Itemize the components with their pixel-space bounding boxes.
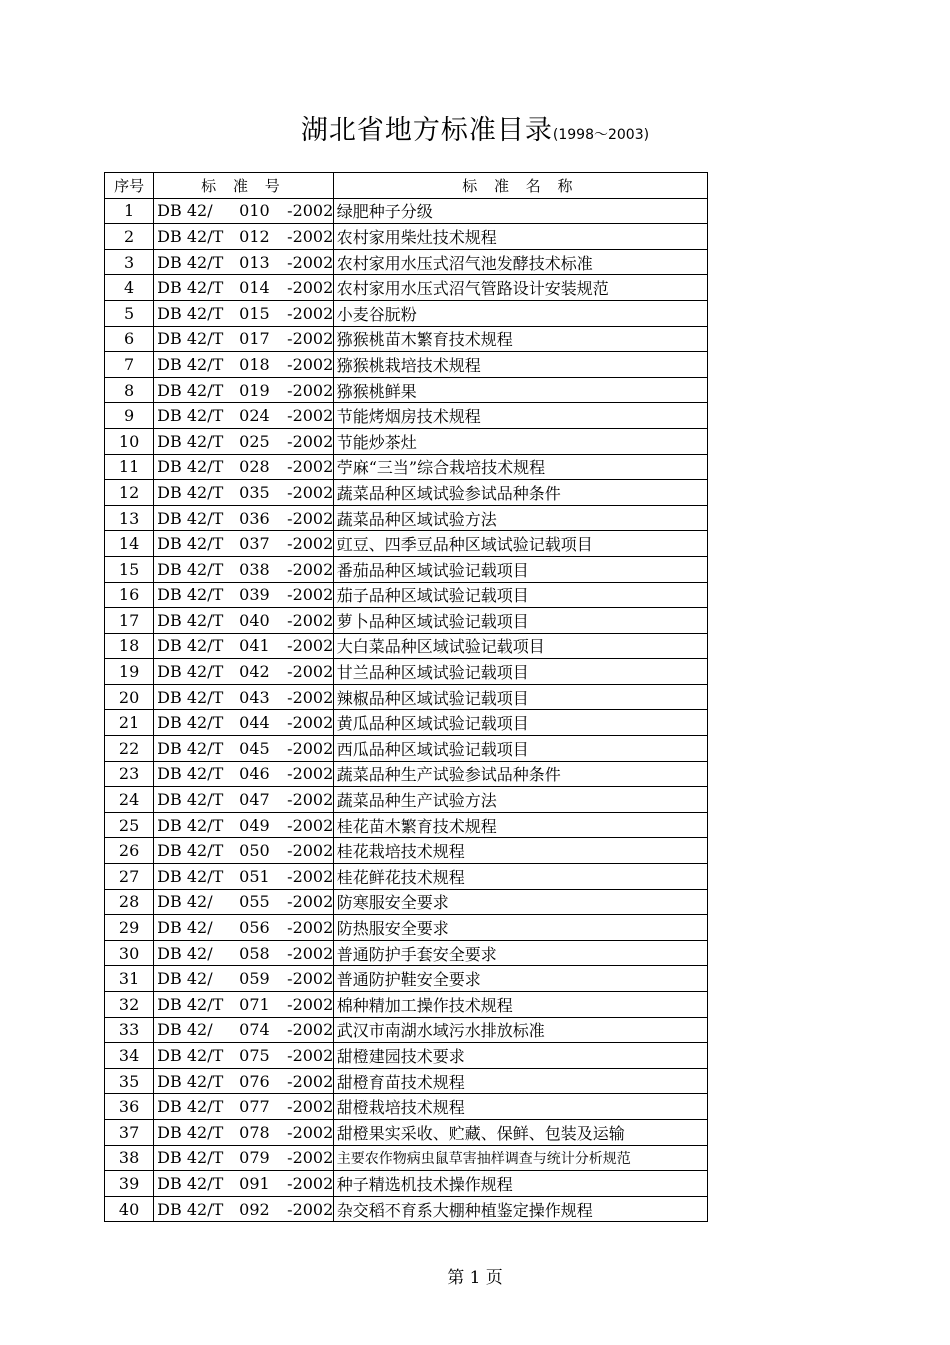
code-year: -2002: [287, 303, 334, 323]
table-row: [105, 454, 708, 480]
table-row: [105, 326, 708, 352]
table-row: [105, 608, 708, 634]
row-seq: 35: [105, 1068, 154, 1094]
table-row: [105, 352, 708, 378]
row-name: 蔬菜品种生产试验参试品种条件: [333, 761, 707, 787]
row-seq: 28: [105, 889, 154, 915]
code-num: 014: [239, 278, 270, 298]
row-seq: 1: [105, 198, 154, 224]
code-year: -2002: [287, 559, 334, 579]
row-code: [154, 249, 334, 275]
row-code: [154, 454, 334, 480]
code-prefix: DB 42/T: [157, 226, 224, 246]
code-prefix: DB 42/T: [157, 713, 224, 733]
row-seq: 26: [105, 838, 154, 864]
row-name: 豇豆、四季豆品种区域试验记载项目: [333, 531, 707, 557]
row-code: [154, 300, 334, 326]
code-prefix: DB 42/T: [157, 1199, 224, 1219]
row-code: [154, 838, 334, 864]
row-code: [154, 787, 334, 813]
code-prefix: DB 42/T: [157, 1173, 224, 1193]
code-num: 013: [239, 252, 270, 272]
code-num: 058: [239, 943, 270, 963]
row-seq: 9: [105, 403, 154, 429]
code-num: 039: [239, 585, 270, 605]
row-seq: 22: [105, 736, 154, 762]
code-year: -2002: [287, 610, 334, 630]
row-seq: 6: [105, 326, 154, 352]
row-name: 普通防护手套安全要求: [333, 940, 707, 966]
header-seq: 序号: [105, 173, 154, 199]
code-year: -2002: [287, 1097, 334, 1117]
row-code: [154, 608, 334, 634]
row-name: 蔬菜品种区域试验方法: [333, 505, 707, 531]
table-row: [105, 403, 708, 429]
row-seq: 2: [105, 224, 154, 250]
code-prefix: DB 42/T: [157, 252, 224, 272]
row-name: 农村家用水压式沼气池发酵技术标准: [333, 249, 707, 275]
row-name: 蔬菜品种区域试验参试品种条件: [333, 480, 707, 506]
table-row: [105, 710, 708, 736]
row-code: [154, 1196, 334, 1222]
row-seq: 30: [105, 940, 154, 966]
code-num: 019: [239, 380, 270, 400]
row-name: 茄子品种区域试验记载项目: [333, 582, 707, 608]
table-row: [105, 684, 708, 710]
code-prefix: DB 42/: [157, 943, 213, 963]
code-prefix: DB 42/: [157, 969, 213, 989]
code-prefix: DB 42/T: [157, 841, 224, 861]
code-prefix: DB 42/: [157, 892, 213, 912]
code-year: -2002: [287, 1122, 334, 1142]
row-name: 甜橙育苗技术规程: [333, 1068, 707, 1094]
row-name: 种子精选机技术操作规程: [333, 1171, 707, 1197]
row-name: 桂花栽培技术规程: [333, 838, 707, 864]
table-row: [105, 659, 708, 685]
code-prefix: DB 42/T: [157, 994, 224, 1014]
code-prefix: DB 42/T: [157, 866, 224, 886]
code-num: 024: [239, 406, 270, 426]
code-prefix: DB 42/T: [157, 662, 224, 682]
code-num: 038: [239, 559, 270, 579]
code-year: -2002: [287, 815, 334, 835]
code-year: -2002: [287, 406, 334, 426]
code-num: 076: [239, 1071, 270, 1091]
row-seq: 24: [105, 787, 154, 813]
row-code: [154, 352, 334, 378]
row-code: [154, 275, 334, 301]
table-row: [105, 377, 708, 403]
table-row: [105, 556, 708, 582]
code-num: 074: [239, 1020, 270, 1040]
code-num: 049: [239, 815, 270, 835]
table-header-row: [105, 173, 708, 199]
row-name: 节能炒茶灶: [333, 428, 707, 454]
code-prefix: DB 42/T: [157, 585, 224, 605]
row-seq: 15: [105, 556, 154, 582]
row-code: [154, 224, 334, 250]
row-name: 辣椒品种区域试验记载项目: [333, 684, 707, 710]
row-seq: 37: [105, 1119, 154, 1145]
code-year: -2002: [287, 841, 334, 861]
row-name: 猕猴桃栽培技术规程: [333, 352, 707, 378]
row-name: 猕猴桃鲜果: [333, 377, 707, 403]
row-seq: 36: [105, 1094, 154, 1120]
row-code: [154, 966, 334, 992]
row-seq: 39: [105, 1171, 154, 1197]
row-name: 甜橙建园技术要求: [333, 1043, 707, 1069]
code-year: -2002: [287, 687, 334, 707]
code-year: -2002: [287, 457, 334, 477]
code-num: 035: [239, 482, 270, 502]
row-code: [154, 1017, 334, 1043]
code-year: -2002: [287, 1045, 334, 1065]
row-code: [154, 1094, 334, 1120]
row-name: 大白菜品种区域试验记载项目: [333, 633, 707, 659]
code-year: -2002: [287, 1173, 334, 1193]
table-row: [105, 224, 708, 250]
code-prefix: DB 42/T: [157, 431, 224, 451]
code-year: -2002: [287, 994, 334, 1014]
row-name: 棉种精加工操作技术规程: [333, 992, 707, 1018]
code-prefix: DB 42/T: [157, 380, 224, 400]
code-year: -2002: [287, 636, 334, 656]
row-code: [154, 480, 334, 506]
code-prefix: DB 42/T: [157, 508, 224, 528]
row-code: [154, 531, 334, 557]
row-code: [154, 1043, 334, 1069]
code-num: 075: [239, 1045, 270, 1065]
row-seq: 13: [105, 505, 154, 531]
row-name: 主要农作物病虫鼠草害抽样调查与统计分析规范: [333, 1145, 707, 1171]
row-code: [154, 198, 334, 224]
code-prefix: DB 42/T: [157, 457, 224, 477]
table-row: [105, 633, 708, 659]
code-year: -2002: [287, 943, 334, 963]
code-year: -2002: [287, 380, 334, 400]
code-prefix: DB 42/T: [157, 1071, 224, 1091]
code-prefix: DB 42/T: [157, 815, 224, 835]
table-row: [105, 761, 708, 787]
code-num: 047: [239, 790, 270, 810]
table-row: [105, 198, 708, 224]
code-num: 050: [239, 841, 270, 861]
title-main: 湖北省地方标准目录: [300, 115, 553, 146]
row-code: [154, 889, 334, 915]
code-num: 046: [239, 764, 270, 784]
code-num: 077: [239, 1097, 270, 1117]
code-num: 042: [239, 662, 270, 682]
row-seq: 11: [105, 454, 154, 480]
table-row: [105, 966, 708, 992]
code-year: -2002: [287, 764, 334, 784]
page-footer: 第 1 页: [447, 1268, 503, 1288]
code-year: -2002: [287, 1199, 334, 1219]
row-code: [154, 428, 334, 454]
row-code: [154, 940, 334, 966]
row-name: 桂花鲜花技术规程: [333, 864, 707, 890]
row-code: [154, 505, 334, 531]
row-code: [154, 761, 334, 787]
code-num: 044: [239, 713, 270, 733]
title-sub: (1998～2003): [552, 127, 650, 143]
row-code: [154, 659, 334, 685]
row-name: 杂交稻不育系大棚种植鉴定操作规程: [333, 1196, 707, 1222]
code-year: -2002: [287, 969, 334, 989]
row-seq: 33: [105, 1017, 154, 1043]
row-seq: 12: [105, 480, 154, 506]
code-prefix: DB 42/: [157, 1020, 213, 1040]
row-name: 绿肥种子分级: [333, 198, 707, 224]
row-name: 甘兰品种区域试验记载项目: [333, 659, 707, 685]
row-name: 萝卜品种区域试验记载项目: [333, 608, 707, 634]
code-year: -2002: [287, 585, 334, 605]
code-prefix: DB 42/T: [157, 636, 224, 656]
table-row: [105, 428, 708, 454]
row-code: [154, 736, 334, 762]
code-prefix: DB 42/: [157, 918, 213, 938]
code-prefix: DB 42/T: [157, 534, 224, 554]
code-year: -2002: [287, 1071, 334, 1091]
code-num: 040: [239, 610, 270, 630]
code-prefix: DB 42/T: [157, 687, 224, 707]
row-code: [154, 326, 334, 352]
code-num: 043: [239, 687, 270, 707]
code-prefix: DB 42/: [157, 201, 213, 221]
table-row: [105, 864, 708, 890]
row-code: [154, 556, 334, 582]
row-seq: 40: [105, 1196, 154, 1222]
code-num: 010: [239, 201, 270, 221]
row-code: [154, 1119, 334, 1145]
row-code: [154, 1068, 334, 1094]
table-row: [105, 275, 708, 301]
code-year: -2002: [287, 278, 334, 298]
code-year: -2002: [287, 866, 334, 886]
row-seq: 27: [105, 864, 154, 890]
row-code: [154, 812, 334, 838]
code-num: 092: [239, 1199, 270, 1219]
row-seq: 18: [105, 633, 154, 659]
table-row: [105, 787, 708, 813]
table-row: [105, 1043, 708, 1069]
code-prefix: DB 42/T: [157, 1148, 224, 1168]
code-num: 078: [239, 1122, 270, 1142]
row-code: [154, 633, 334, 659]
table-row: [105, 300, 708, 326]
code-prefix: DB 42/T: [157, 610, 224, 630]
standards-table: [104, 172, 708, 1222]
table-row: [105, 1196, 708, 1222]
table-row: [105, 249, 708, 275]
row-seq: 10: [105, 428, 154, 454]
row-seq: 14: [105, 531, 154, 557]
row-seq: 25: [105, 812, 154, 838]
table-row: [105, 992, 708, 1018]
code-prefix: DB 42/T: [157, 790, 224, 810]
code-num: 071: [239, 994, 270, 1014]
table-row: [105, 736, 708, 762]
row-name: 甜橙果实采收、贮藏、保鲜、包装及运输: [333, 1119, 707, 1145]
table-row: [105, 889, 708, 915]
row-seq: 17: [105, 608, 154, 634]
code-num: 025: [239, 431, 270, 451]
code-year: -2002: [287, 738, 334, 758]
row-code: [154, 403, 334, 429]
table-body: [105, 198, 708, 1222]
row-code: [154, 710, 334, 736]
code-num: 012: [239, 226, 270, 246]
code-year: -2002: [287, 713, 334, 733]
table-row: [105, 1171, 708, 1197]
row-code: [154, 864, 334, 890]
table-row: [105, 915, 708, 941]
row-name: 农村家用柴灶技术规程: [333, 224, 707, 250]
header-name: 标 准 名 称: [333, 173, 707, 199]
code-prefix: DB 42/T: [157, 1097, 224, 1117]
code-prefix: DB 42/T: [157, 1045, 224, 1065]
row-seq: 7: [105, 352, 154, 378]
code-num: 059: [239, 969, 270, 989]
code-prefix: DB 42/T: [157, 482, 224, 502]
row-seq: 8: [105, 377, 154, 403]
row-name: 普通防护鞋安全要求: [333, 966, 707, 992]
code-year: -2002: [287, 252, 334, 272]
table-row: [105, 505, 708, 531]
row-name: 武汉市南湖水域污水排放标准: [333, 1017, 707, 1043]
row-seq: 21: [105, 710, 154, 736]
row-name: 猕猴桃苗木繁育技术规程: [333, 326, 707, 352]
row-name: 防热服安全要求: [333, 915, 707, 941]
row-seq: 20: [105, 684, 154, 710]
code-num: 045: [239, 738, 270, 758]
code-num: 037: [239, 534, 270, 554]
code-year: -2002: [287, 508, 334, 528]
row-code: [154, 1145, 334, 1171]
table-row: [105, 940, 708, 966]
table-row: [105, 838, 708, 864]
row-code: [154, 992, 334, 1018]
code-num: 041: [239, 636, 270, 656]
row-code: [154, 582, 334, 608]
code-prefix: DB 42/T: [157, 278, 224, 298]
code-year: -2002: [287, 329, 334, 349]
table-row: [105, 1068, 708, 1094]
code-prefix: DB 42/T: [157, 738, 224, 758]
table-row: [105, 582, 708, 608]
code-year: -2002: [287, 534, 334, 554]
code-num: 036: [239, 508, 270, 528]
code-num: 051: [239, 866, 270, 886]
row-seq: 38: [105, 1145, 154, 1171]
header-code: 标 准 号: [154, 173, 334, 199]
code-num: 055: [239, 892, 270, 912]
code-prefix: DB 42/T: [157, 329, 224, 349]
row-name: 农村家用水压式沼气管路设计安装规范: [333, 275, 707, 301]
table-row: [105, 1094, 708, 1120]
row-name: 苧麻“三当”综合栽培技术规程: [333, 454, 707, 480]
code-year: -2002: [287, 431, 334, 451]
row-name: 防寒服安全要求: [333, 889, 707, 915]
code-prefix: DB 42/T: [157, 764, 224, 784]
row-name: 小麦谷朊粉: [333, 300, 707, 326]
code-year: -2002: [287, 201, 334, 221]
code-prefix: DB 42/T: [157, 354, 224, 374]
row-code: [154, 915, 334, 941]
row-name: 番茄品种区域试验记载项目: [333, 556, 707, 582]
code-prefix: DB 42/T: [157, 303, 224, 323]
code-year: -2002: [287, 1148, 334, 1168]
code-prefix: DB 42/T: [157, 1122, 224, 1142]
code-year: -2002: [287, 226, 334, 246]
row-seq: 3: [105, 249, 154, 275]
code-num: 017: [239, 329, 270, 349]
row-name: 桂花苗木繁育技术规程: [333, 812, 707, 838]
table-row: [105, 1119, 708, 1145]
code-num: 056: [239, 918, 270, 938]
code-num: 028: [239, 457, 270, 477]
row-name: 西瓜品种区域试验记载项目: [333, 736, 707, 762]
row-seq: 34: [105, 1043, 154, 1069]
code-num: 015: [239, 303, 270, 323]
row-code: [154, 684, 334, 710]
code-year: -2002: [287, 1020, 334, 1040]
code-year: -2002: [287, 354, 334, 374]
code-num: 018: [239, 354, 270, 374]
code-year: -2002: [287, 662, 334, 682]
page-title: [0, 108, 950, 147]
code-year: -2002: [287, 918, 334, 938]
code-prefix: DB 42/T: [157, 559, 224, 579]
row-name: 黄瓜品种区域试验记载项目: [333, 710, 707, 736]
code-year: -2002: [287, 482, 334, 502]
table-row: [105, 480, 708, 506]
code-year: -2002: [287, 790, 334, 810]
row-seq: 16: [105, 582, 154, 608]
code-prefix: DB 42/T: [157, 406, 224, 426]
code-num: 079: [239, 1148, 270, 1168]
row-seq: 19: [105, 659, 154, 685]
row-seq: 5: [105, 300, 154, 326]
row-seq: 32: [105, 992, 154, 1018]
row-seq: 29: [105, 915, 154, 941]
row-name: 节能烤烟房技术规程: [333, 403, 707, 429]
row-seq: 31: [105, 966, 154, 992]
table-row: [105, 812, 708, 838]
code-year: -2002: [287, 892, 334, 912]
table-row: [105, 1017, 708, 1043]
row-seq: 23: [105, 761, 154, 787]
row-code: [154, 1171, 334, 1197]
row-name: 甜橙栽培技术规程: [333, 1094, 707, 1120]
code-num: 091: [239, 1173, 270, 1193]
table-row: [105, 1145, 708, 1171]
row-name: 蔬菜品种生产试验方法: [333, 787, 707, 813]
table-row: [105, 531, 708, 557]
row-seq: 4: [105, 275, 154, 301]
row-code: [154, 377, 334, 403]
